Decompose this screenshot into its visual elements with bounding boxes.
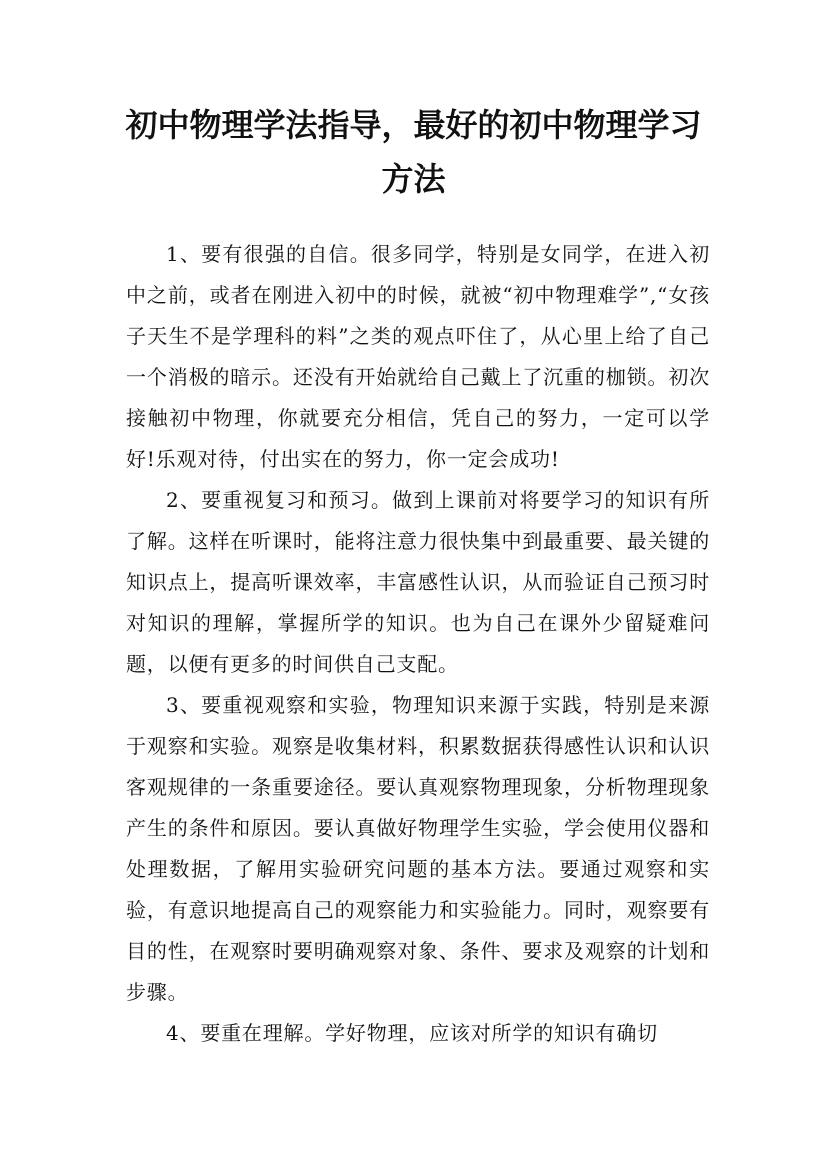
paragraph-2: 2、要重视复习和预习。做到上课前对将要学习的知识有所了解。这样在听课时，能将注意力很快集中到最重要、最关键的知识点上，提高听课效率，丰富感性认识，从而验证自己预习时对知识的理解，掌握所学的知识。也为自己在课外少留疑难问题，以便有更多的时间供自己支配。	[126, 488, 710, 676]
paragraph-1: 1、要有很强的自信。很多同学，特别是女同学，在进入初中之前，或者在刚进入初中的时候，就被“初中物理难学”,“女孩子天生不是学理科的料”之类的观点吓住了，从心里上给了自己一个消极的暗示。还没有开始就给自己戴上了沉重的枷锁。初次接触初中物理，你就要充分相信，凭自己的努力，一定可以学好!乐观对待，付出实在的努力，你一定会成功!	[126, 242, 710, 471]
paragraph-4: 4、要重在理解。学好物理，应该对所学的知识有确切	[166, 1021, 658, 1045]
paragraph-3: 3、要重视观察和实验，物理知识来源于实践，特别是来源于观察和实验。观察是收集材料，积累数据获得感性认识和认识客观规律的一条重要途径。要认真观察物理现象，分析物理现象产生的条件和原因。要认真做好物理学生实验，学会使用仪器和处理数据，了解用实验研究问题的基本方法。要通过观察和实验，有意识地提高自己的观察能力和实验能力。同时，观察要有目的性，在观察时要明确观察对象、条件、要求及观察的计划和步骤。	[126, 693, 710, 1004]
document-body	[126, 234, 710, 1054]
document-title: 初中物理学法指导，最好的初中物理学习方法	[125, 106, 702, 198]
